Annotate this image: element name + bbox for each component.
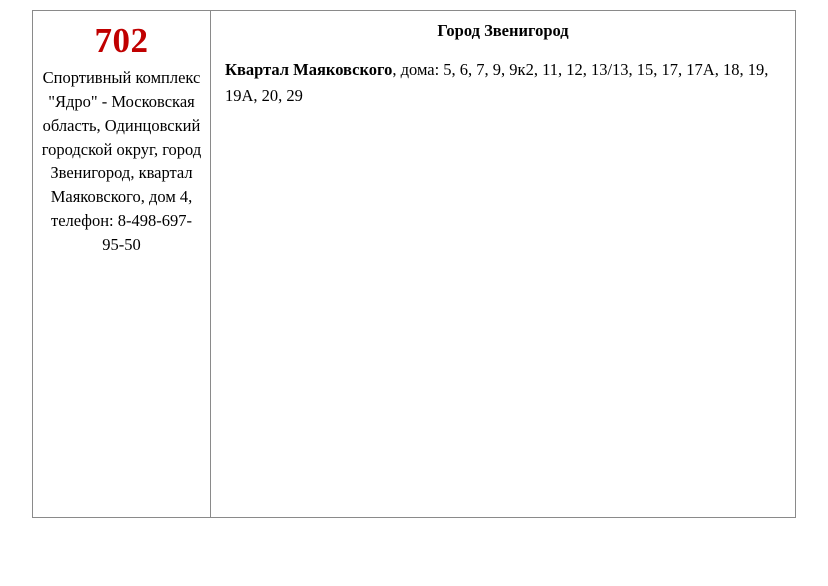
- street-name: Квартал Маяковского: [225, 60, 393, 79]
- house-numbers: , дома: 5, 6, 7, 9, 9к2, 11, 12, 13/13, 15, 17, 17А, 18, 19, 19А, 20, 29: [225, 60, 769, 106]
- route-stop-description: Спортивный комплекс "Ядро" - Московская область, Одинцовский городской округ, город Звенигород, квартал Маяковского, дом 4, телефон: 8-498-697-95-50: [41, 67, 202, 255]
- route-number: 702: [94, 21, 149, 60]
- city-title: Город Звенигород: [437, 21, 569, 40]
- route-info-table: [32, 10, 796, 518]
- route-streets-cell: [211, 11, 795, 517]
- route-summary-cell: [33, 11, 211, 517]
- street-entry: [225, 57, 781, 110]
